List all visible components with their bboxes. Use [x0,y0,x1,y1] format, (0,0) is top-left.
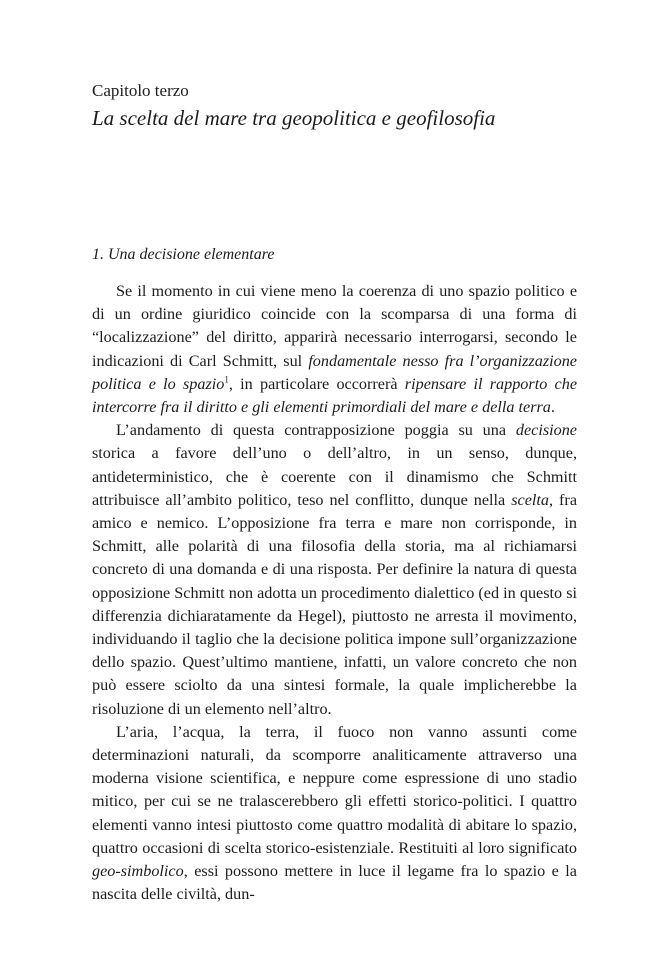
paragraph-3-text-c: , essi possono mettere in luce il legame fra lo spazio e la nascita delle civiltà, dun- [92,862,577,904]
section-title: 1. Una decisione elementare [92,246,275,263]
paragraph-1-text-c: , in particolare occorrerà [228,374,405,393]
footnote-marker: 1 [224,374,229,385]
chapter-title: La scelta del mare tra geopolitica e geofilosofia [92,106,496,130]
paragraph-1-text-e: . [550,398,555,417]
paragraph-3-emphasis-b: geo-simbolico [92,862,184,881]
paragraph-2-text-a: L’andamento di questa contrapposizione poggia su una [116,421,516,440]
paragraph-1-emphasis-d: ripensare il rapporto che intercorre fra il diritto e gli elementi primordiali del mare e della terra [92,374,578,417]
paragraph-2-emphasis-d: scelta [511,490,549,509]
paragraph-1-emphasis-b: fondamentale nesso fra l’organizzazione politica e lo spazio [92,351,577,393]
paragraph-2-emphasis-b: decisione [515,421,577,440]
paragraph-3-text-a: L’aria, l’acqua, la terra, il fuoco non vanno assunti come determinazioni naturali, da scomporre analiticamente attraverso una moderna visione scientifica, e neppure come espressione di uno stadio mitico, per cui se ne tralascerebbero gli effetti storico-politici. I quattro elementi vanno intesi piuttosto come quattro modalità di abitare lo spazio, quattro occasioni di scelta storico-esistenziale. Restituiti al loro significato [92,722,577,857]
paragraph-2 [92,419,577,721]
chapter-label: Capitolo terzo [92,81,189,100]
paragraph-3 [92,721,577,907]
paragraph-2-text-e: , fra amico e nemico. L’opposizione fra terra e mare non corrisponde, in Schmitt, alle polarità di una filosofia della storia, ma al richiamarsi concreto di una domanda e di una risposta. Per definire la natura di questa opposizione Schmitt non adotta un procedimento dialettico (ed in questo si differenzia dichiaratamente da Hegel), piuttosto ne arresta il movimento, individuando il taglio che la decisione politica impone sull’organizzazione dello spazio. Quest’ultimo mantiene, infatti, un valore concreto che non può essere sciolto da una sintesi formale, la quale implicherebbe la risoluzione di un elemento nell’altro. [92,490,578,718]
book-page [92,80,577,906]
paragraph-1 [92,280,577,419]
paragraph-2-text-c: storica a favore dell’uno o dell’altro, in un senso, dunque, antideterministico, che è coerente con il dinamismo che Schmitt attribuisce all’ambito politico, teso nel conflitto, dunque nella [92,444,577,509]
paragraph-1-text-a: Se il momento in cui viene meno la coerenza di uno spazio politico e di un ordine giuridico coincide con la scomparsa di una forma di “localizzazione” del diritto, apparirà necessario interrogarsi, secondo le indicazioni di Carl Schmitt, sul [92,282,577,370]
